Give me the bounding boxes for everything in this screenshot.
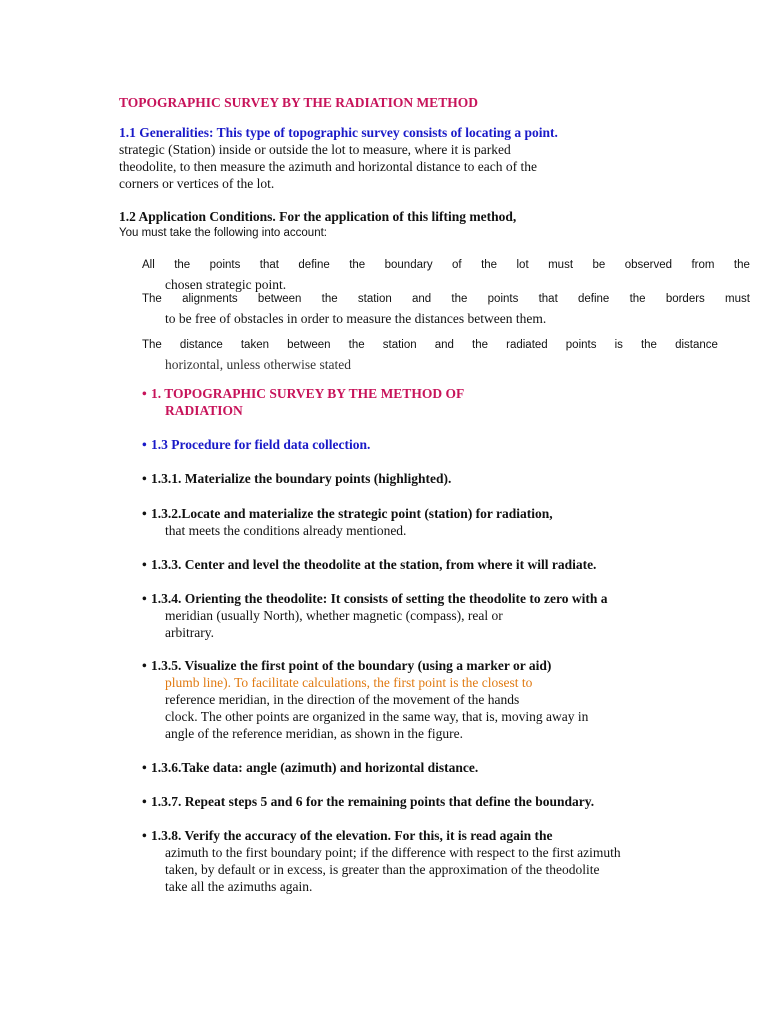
document-title: TOPOGRAPHIC SURVEY BY THE RADIATION METHOD	[119, 95, 478, 110]
procedure-heading	[142, 436, 370, 453]
word: observed	[624, 259, 672, 271]
generalities-line: strategic (Station) inside or outside the lot to measure, where it is parked	[119, 142, 511, 157]
word: the	[733, 259, 750, 271]
step-5-line: angle of the reference meridian, as shown in the figure.	[165, 726, 464, 741]
condition-3-justified-line	[142, 338, 718, 353]
word: must	[725, 293, 750, 305]
word: be	[592, 259, 606, 271]
condition-3-continuation: horizontal, unless otherwise stated	[165, 357, 351, 372]
word: taken	[240, 339, 269, 351]
step-4	[142, 590, 607, 607]
word: define	[298, 259, 330, 271]
word: station	[357, 293, 392, 305]
condition-1-continuation: chosen strategic point.	[165, 277, 287, 292]
bullet: •	[142, 471, 147, 486]
section-1-heading	[142, 385, 464, 402]
word: distance	[179, 339, 223, 351]
word: and	[412, 293, 432, 305]
word: that	[259, 259, 279, 271]
word: the	[629, 293, 646, 305]
application-intro: You must take the following into account:	[119, 227, 327, 239]
bullet: •	[142, 760, 147, 775]
step-8-text: 1.3.8. Verify the accuracy of the elevation. For this, it is read again the	[151, 828, 553, 843]
condition-1-justified-line	[142, 258, 750, 273]
word: between	[257, 293, 302, 305]
word: of	[452, 259, 462, 271]
step-4-line: arbitrary.	[165, 625, 214, 640]
word: the	[451, 293, 468, 305]
word: the	[321, 293, 338, 305]
step-7	[142, 793, 594, 810]
step-7-text: 1.3.7. Repeat steps 5 and 6 for the remaining points that define the boundary.	[151, 794, 595, 809]
generalities-line: theodolite, to then measure the azimuth and horizontal distance to each of the	[119, 159, 537, 174]
bullet: •	[142, 658, 147, 673]
word: the	[349, 259, 366, 271]
step-8	[142, 827, 552, 844]
step-8-line: azimuth to the first boundary point; if the difference with respect to the first azimuth	[165, 845, 621, 860]
step-5-text: 1.3.5. Visualize the first point of the boundary (using a marker or aid)	[151, 658, 552, 673]
step-8-line: take all the azimuths again.	[165, 879, 313, 894]
word: the	[640, 339, 657, 351]
word: the	[481, 259, 498, 271]
condition-2-justified-line	[142, 292, 750, 307]
bullet: •	[142, 437, 147, 452]
section-1-line-2: RADIATION	[165, 403, 243, 418]
section-1-line-1: 1. TOPOGRAPHIC SURVEY BY THE METHOD OF	[151, 386, 465, 401]
word: that	[538, 293, 558, 305]
generalities-heading: 1.1 Generalities: This type of topographic survey consists of locating a point.	[119, 125, 558, 140]
step-8-line: taken, by default or in excess, is greater than the approximation of the theodolite	[165, 862, 600, 877]
step-4-line: meridian (usually North), whether magnetic (compass), real or	[165, 608, 503, 623]
word: the	[174, 259, 191, 271]
word: between	[287, 339, 331, 351]
word: is	[614, 339, 623, 351]
bullet: •	[142, 591, 147, 606]
word: points	[209, 259, 241, 271]
word: The	[142, 293, 162, 305]
procedure-heading-text: 1.3 Procedure for field data collection.	[151, 437, 371, 452]
step-3	[142, 556, 596, 573]
step-3-text: 1.3.3. Center and level the theodolite at the station, from where it will radiate.	[151, 557, 597, 572]
word: the	[348, 339, 365, 351]
step-2-text: 1.3.2.Locate and materialize the strategic point (station) for radiation,	[151, 506, 553, 521]
word: boundary	[384, 259, 433, 271]
step-2-line: that meets the conditions already mentioned.	[165, 523, 407, 538]
step-5	[142, 657, 551, 674]
word: points	[565, 339, 597, 351]
step-5-highlight-line: plumb line). To facilitate calculations, the first point is the closest to	[165, 675, 533, 690]
word: points	[487, 293, 519, 305]
word: All	[142, 259, 155, 271]
word: from	[691, 259, 715, 271]
bullet: •	[142, 794, 147, 809]
step-5-line: clock. The other points are organized in the same way, that is, moving away in	[165, 709, 589, 724]
step-4-text: 1.3.4. Orienting the theodolite: It consists of setting the theodolite to zero with a	[151, 591, 608, 606]
word: The	[142, 339, 162, 351]
generalities-line: corners or vertices of the lot.	[119, 176, 275, 191]
word: radiated	[506, 339, 548, 351]
bullet: •	[142, 386, 147, 401]
word: define	[578, 293, 610, 305]
step-1-text: 1.3.1. Materialize the boundary points (highlighted).	[151, 471, 452, 486]
bullet: •	[142, 557, 147, 572]
word: the	[472, 339, 489, 351]
step-5-line: reference meridian, in the direction of the movement of the hands	[165, 692, 520, 707]
bullet: •	[142, 506, 147, 521]
step-1	[142, 470, 451, 487]
word: distance	[675, 339, 718, 351]
word: must	[548, 259, 574, 271]
word: lot	[516, 259, 529, 271]
word: borders	[665, 293, 705, 305]
step-2	[142, 505, 553, 522]
step-6	[142, 759, 478, 776]
condition-2-continuation: to be free of obstacles in order to measure the distances between them.	[165, 311, 547, 326]
word: station	[382, 339, 417, 351]
word: and	[434, 339, 454, 351]
word: alignments	[182, 293, 238, 305]
bullet: •	[142, 828, 147, 843]
application-heading: 1.2 Application Conditions. For the application of this lifting method,	[119, 209, 517, 224]
step-6-text: 1.3.6.Take data: angle (azimuth) and horizontal distance.	[151, 760, 479, 775]
